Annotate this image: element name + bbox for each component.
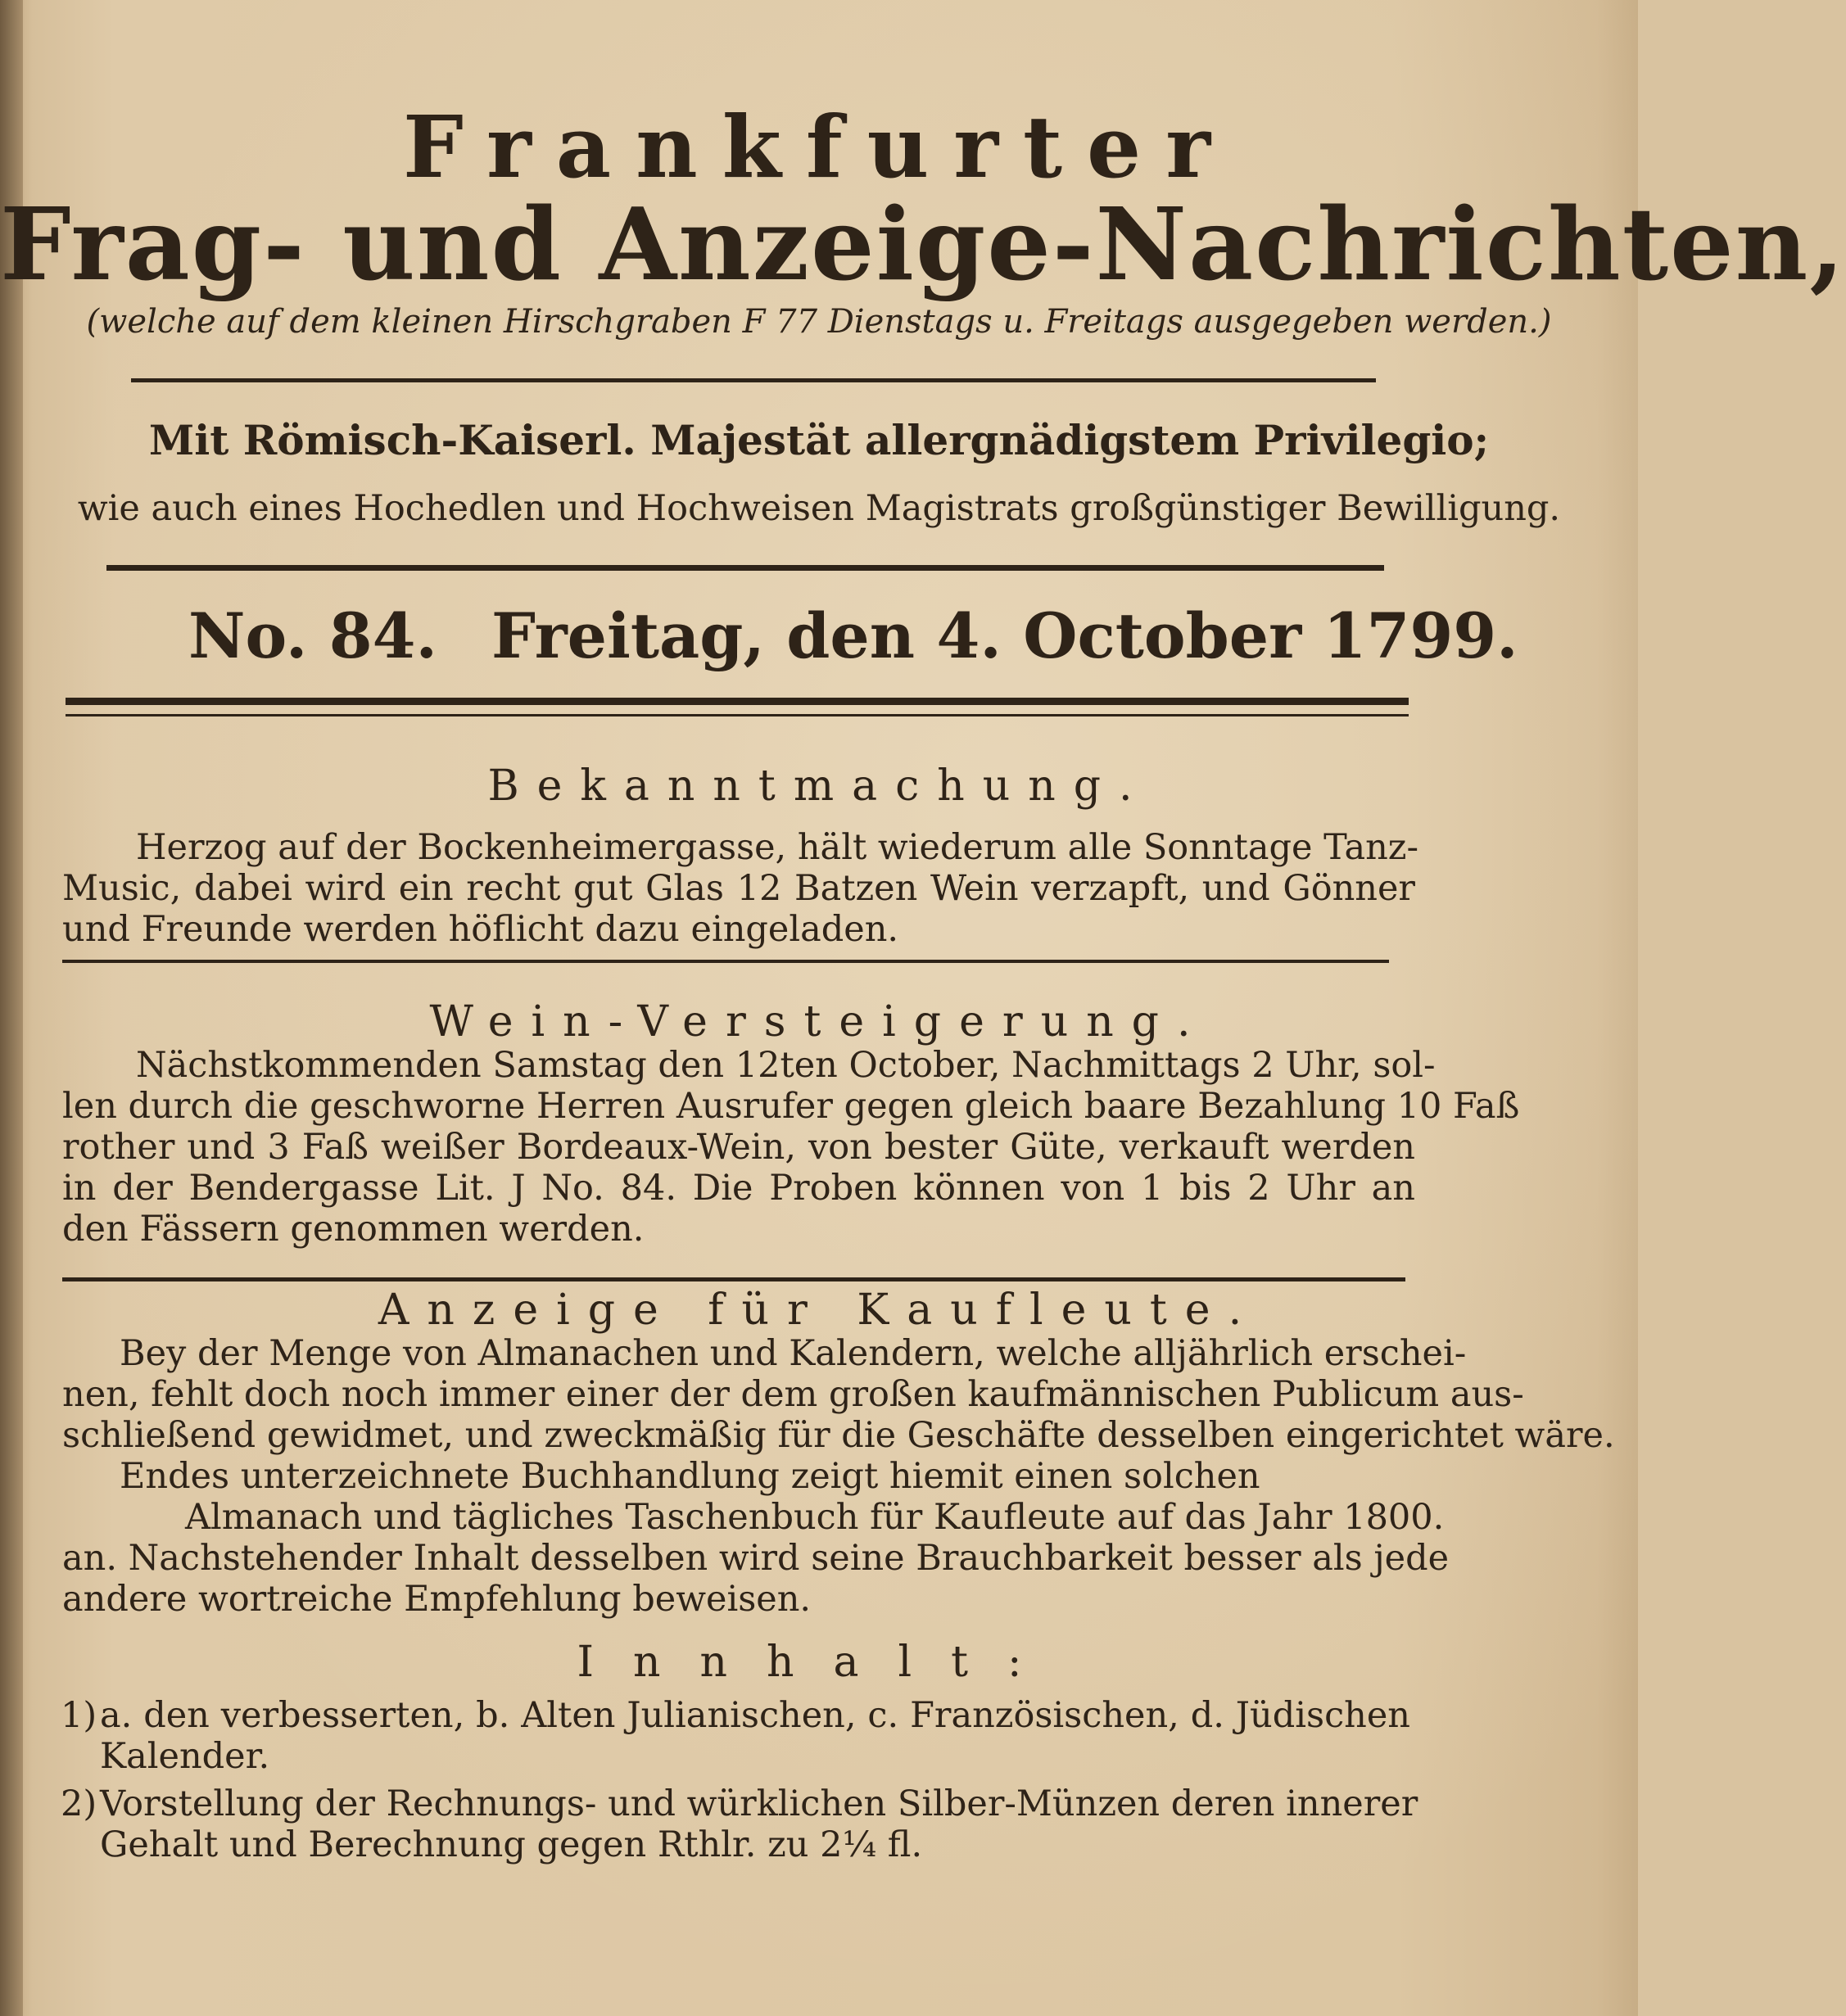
text-line: an. Nachstehender Inhalt desselben wird seine Brauchbarkeit besser als jede xyxy=(62,1538,1450,1579)
divider-rule xyxy=(106,565,1384,571)
section-title-innhalt: Innhalt: xyxy=(577,1638,1061,1687)
text-line: rother und 3 Faß weißer Bordeaux-Wein, von bester Güte, verkauft werden xyxy=(62,1127,1415,1168)
text-line: nen, fehlt doch noch immer einer der dem großen kaufmännischen Publicum aus- xyxy=(62,1374,1524,1415)
text-line: Vorstellung der Rechnungs- und würklichen Silber-Münzen deren innerer xyxy=(100,1783,1418,1824)
text-line: schließend gewidmet, und zweckmäßig für die Geschäfte desselben eingerichtet wäre. xyxy=(62,1415,1615,1456)
text-line: len durch die geschworne Herren Ausrufer gegen gleich baare Bezahlung 10 Faß xyxy=(62,1086,1520,1127)
text-line: Nächstkommenden Samstag den 12ten October, Nachmittags 2 Uhr, sol- xyxy=(136,1045,1436,1086)
issue-date: Freitag, den 4. October 1799. xyxy=(491,599,1518,672)
double-rule-bottom xyxy=(66,714,1409,716)
section-title-wein-versteigerung: Wein-Versteigerung. xyxy=(429,997,1209,1046)
issue-number: No. 84. xyxy=(188,599,437,672)
section-divider xyxy=(62,960,1389,963)
text-line: Endes unterzeichnete Buchhandlung zeigt hiemit einen solchen xyxy=(120,1456,1260,1497)
text-line: Bey der Menge von Almanachen und Kalendern, welche alljährlich erschei- xyxy=(120,1333,1467,1374)
text-line: und Freunde werden höflicht dazu eingeladen. xyxy=(62,909,899,950)
distribution-note: (welche auf dem kleinen Hirschgraben F 77 Dienstags u. Freitags ausgegeben werden.) xyxy=(86,303,1552,341)
text-line: Herzog auf der Bockenheimergasse, hält wiederum alle Sonntage Tanz- xyxy=(136,827,1418,868)
section-title-anzeige-fuer-kaufleute: Anzeige für Kaufleute. xyxy=(378,1286,1260,1335)
section-body-bekanntmachung xyxy=(62,827,1418,950)
privilege-line-1: Mit Römisch-Kaiserl. Majestät allergnädigstem Privilegio; xyxy=(148,416,1490,464)
divider-rule xyxy=(131,378,1376,382)
section-body-wein-versteigerung xyxy=(62,1045,1520,1250)
masthead-title-line-1: Frankfurter xyxy=(402,97,1235,197)
text-line: a. den verbesserten, b. Alten Julianischen, c. Französischen, d. Jüdischen xyxy=(100,1695,1410,1736)
text-line: in der Bendergasse Lit. J No. 84. Die Proben können von 1 bis 2 Uhr an xyxy=(62,1168,1415,1209)
text-line: Almanach und tägliches Taschenbuch für Kaufleute auf das Jahr 1800. xyxy=(185,1497,1445,1538)
text-line: Music, dabei wird ein recht gut Glas 12 Batzen Wein verzapft, und Gönner xyxy=(62,868,1415,909)
text-line: Kalender. xyxy=(100,1736,270,1777)
section-body-anzeige-fuer-kaufleute xyxy=(62,1333,1615,1620)
list-item-number: 1) xyxy=(61,1695,97,1736)
double-rule-top xyxy=(66,698,1409,705)
masthead-title-line-2: Frag- und Anzeige-Nachrichten, xyxy=(0,185,1846,303)
section-divider xyxy=(62,1277,1405,1281)
section-title-bekanntmachung: Bekanntmachung. xyxy=(487,762,1151,811)
text-line: Gehalt und Berechnung gegen Rthlr. zu 2¼ fl. xyxy=(100,1824,923,1865)
list-item-number: 2) xyxy=(61,1783,97,1824)
privilege-line-2: wie auch eines Hochedlen und Hochweisen Magistrats großgünstiger Bewilligung. xyxy=(77,488,1561,529)
text-line: den Fässern genommen werden. xyxy=(62,1209,645,1250)
text-line: andere wortreiche Empfehlung beweisen. xyxy=(62,1579,812,1620)
